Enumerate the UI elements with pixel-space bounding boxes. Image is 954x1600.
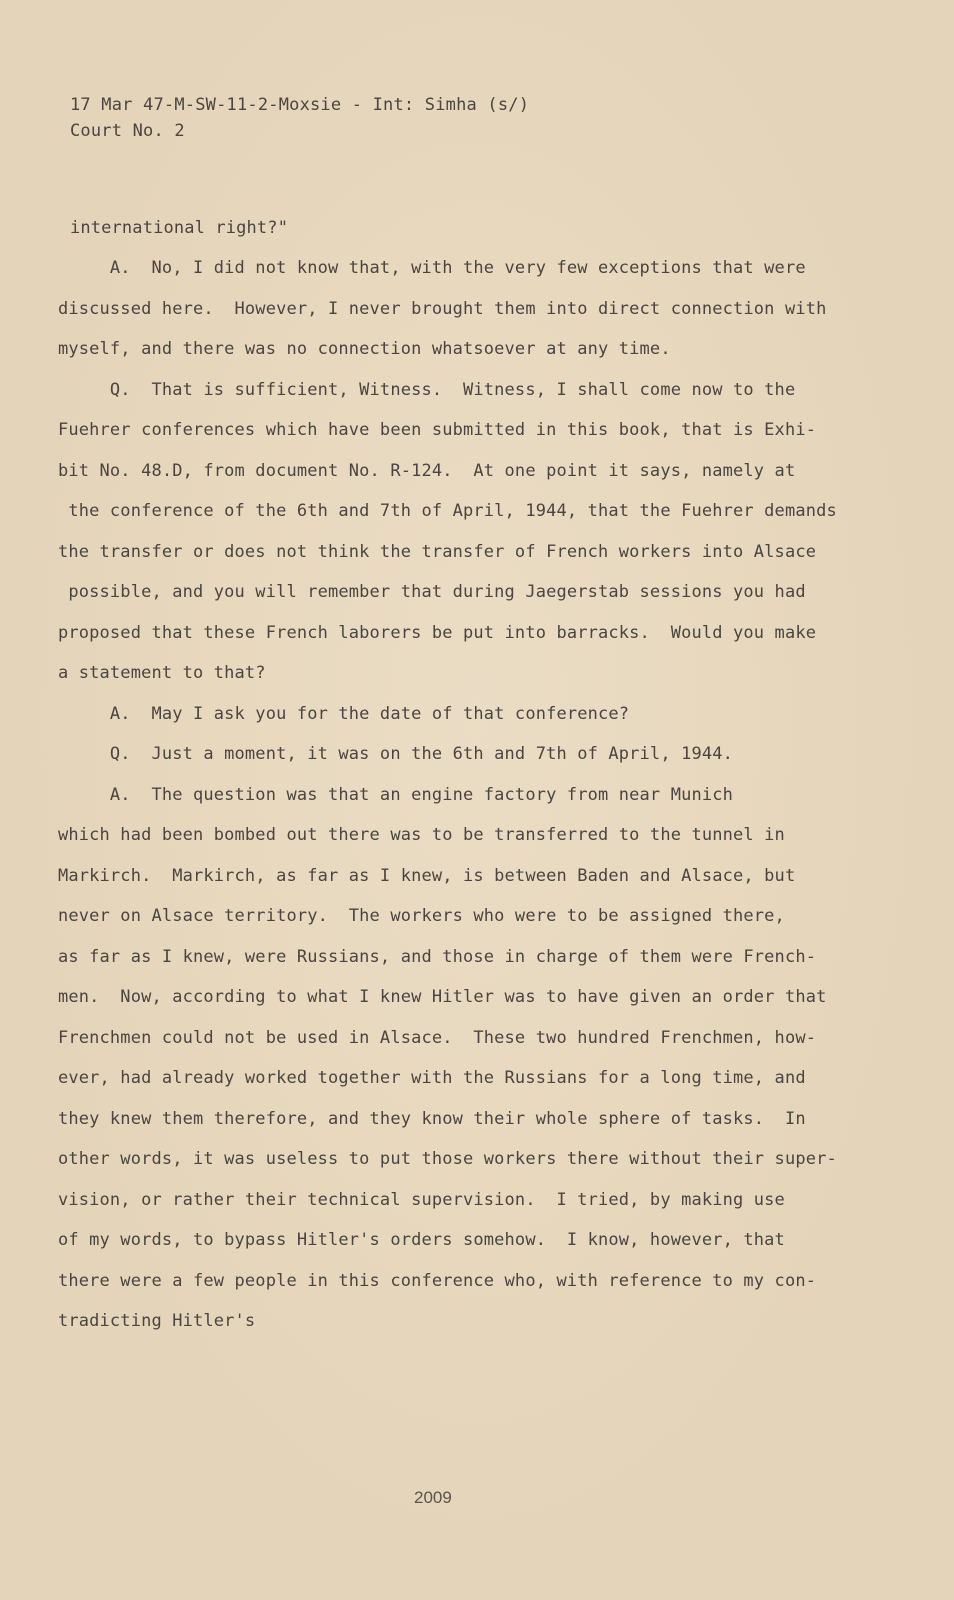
text-line: of my words, to bypass Hitler's orders somehow. I know, however, that xyxy=(58,1230,785,1250)
text-line: ever, had already worked together with the Russians for a long time, and xyxy=(58,1068,806,1088)
text-line: which had been bombed out there was to be transferred to the tunnel in xyxy=(58,825,785,845)
text-line: tradicting Hitler's xyxy=(58,1311,256,1331)
text-line: discussed here. However, I never brought them into direct connection with xyxy=(58,299,827,319)
text-line: they knew them therefore, and they know their whole sphere of tasks. In xyxy=(58,1109,806,1129)
text-line: Q. Just a moment, it was on the 6th and 7th of April, 1944. xyxy=(58,744,734,764)
text-line: vision, or rather their technical supervision. I tried, by making use xyxy=(58,1190,785,1210)
text-line: the transfer or does not think the transfer of French workers into Alsace xyxy=(58,542,817,562)
text-line: proposed that these French laborers be put into barracks. Would you make xyxy=(58,623,817,643)
text-line: never on Alsace territory. The workers who were to be assigned there, xyxy=(58,906,785,926)
document-header xyxy=(70,92,529,144)
text-line: myself, and there was no connection whatsoever at any time. xyxy=(58,339,671,359)
text-line: Q. That is sufficient, Witness. Witness, I shall come now to the xyxy=(58,380,796,400)
text-line: a statement to that? xyxy=(58,663,266,683)
text-line: A. The question was that an engine factory from near Munich xyxy=(58,785,734,805)
text-line: the conference of the 6th and 7th of April, 1944, that the Fuehrer demands xyxy=(58,501,837,521)
header-line-2: Court No. 2 xyxy=(70,121,185,141)
text-line: Markirch. Markirch, as far as I knew, is between Baden and Alsace, but xyxy=(58,866,796,886)
text-line: other words, it was useless to put those workers there without their super- xyxy=(58,1149,837,1169)
text-line: bit No. 48.D, from document No. R-124. At one point it says, namely at xyxy=(58,461,796,481)
text-line: Frenchmen could not be used in Alsace. These two hundred Frenchmen, how- xyxy=(58,1028,817,1048)
header-line-1: 17 Mar 47-M-SW-11-2-Moxsie - Int: Simha (s/) xyxy=(70,95,530,115)
page-number: 2009 xyxy=(414,1488,452,1507)
text-line: Fuehrer conferences which have been submitted in this book, that is Exhi- xyxy=(58,420,817,440)
text-line: there were a few people in this conference who, with reference to my con- xyxy=(58,1271,817,1291)
text-line: A. No, I did not know that, with the very few exceptions that were xyxy=(58,258,806,278)
text-line: international right?" xyxy=(70,218,289,238)
text-line: as far as I knew, were Russians, and those in charge of them were French- xyxy=(58,947,817,967)
text-line: possible, and you will remember that during Jaegerstab sessions you had xyxy=(58,582,806,602)
text-line: men. Now, according to what I knew Hitler was to have given an order that xyxy=(58,987,827,1007)
text-line: A. May I ask you for the date of that conference? xyxy=(58,704,630,724)
